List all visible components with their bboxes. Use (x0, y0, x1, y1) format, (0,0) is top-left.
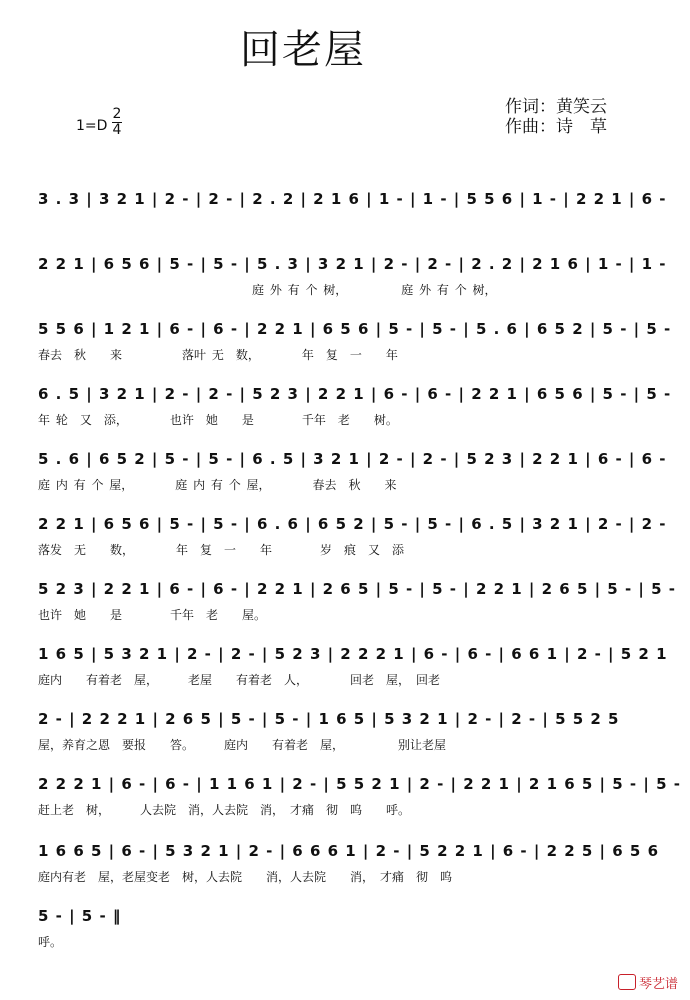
notation-line: 1 6 5 | 5 3 2 1 | 2 - | 2 - | 5 2 3 | 2 2 2 1 | 6 - | 6 - | 6 6 1 | 2 - | 5 2 1 (38, 645, 668, 663)
notation-line: 6 . 5 | 3 2 1 | 2 - | 2 - | 5 2 3 | 2 2 1 | 6 - | 6 - | 2 2 1 | 6 5 6 | 5 - | 5 - (38, 385, 672, 403)
lyric-line: 庭 外 有 个 树， 庭 外 有 个 树， (252, 283, 497, 297)
score-row-5 (0, 450, 690, 510)
lyric-line: 屋，养育之恩 要报 答。 庭内 有着老 屋， 别让老屋 (38, 738, 447, 752)
lyricist-credit: 作词：黄笑云 (505, 97, 607, 117)
notation-line: 5 - | 5 - ‖ (38, 907, 122, 925)
score-row-11 (0, 842, 690, 902)
score-row-4 (0, 385, 690, 445)
notation-line: 2 2 2 1 | 6 - | 6 - | 1 1 6 1 | 2 - | 5 5 2 1 | 2 - | 2 2 1 | 2 1 6 5 | 5 - | 5 - (38, 775, 681, 793)
notation-line: 2 - | 2 2 2 1 | 2 6 5 | 5 - | 5 - | 1 6 5 | 5 3 2 1 | 2 - | 2 - | 5 5 2 5 (38, 710, 620, 728)
time-signature (112, 107, 122, 138)
notation-line: 5 . 6 | 6 5 2 | 5 - | 5 - | 6 . 5 | 3 2 1 | 2 - | 2 - | 5 2 3 | 2 2 1 | 6 - | 6 - (38, 450, 667, 468)
brand-name: 琴艺谱 (638, 977, 678, 992)
brand-logo (618, 973, 678, 992)
brand-icon (618, 974, 636, 990)
notation-line: 2 2 1 | 6 5 6 | 5 - | 5 - | 5 . 3 | 3 2 1 | 2 - | 2 - | 2 . 2 | 2 1 6 | 1 - | 1 - (38, 255, 667, 273)
lyric-line: 也许 她 是 千年 老 屋。 (38, 608, 267, 622)
composer-credit: 作曲：诗 草 (505, 117, 607, 137)
score-row-7 (0, 580, 690, 640)
score-row-10 (0, 775, 690, 835)
lyric-line: 年 轮 又 添， 也许 她 是 千年 老 树。 (38, 413, 398, 427)
score-row-12 (0, 907, 690, 967)
lyric-line: 落发 无 数， 年 复 一 年 岁 痕 又 添 (38, 543, 405, 557)
lyric-line: 赶上老 树， 人去院 消，人去院 消， 才痛 彻 呜 呼。 (38, 803, 411, 817)
lyric-line: 庭内 有着老 屋， 老屋 有着老 人， 回老 屋， 回老 (38, 673, 441, 687)
score-row-6 (0, 515, 690, 575)
song-title: 回老屋 (240, 27, 366, 73)
key-signature: 1=D (76, 118, 108, 134)
score-row-3 (0, 320, 690, 380)
notation-line: 2 2 1 | 6 5 6 | 5 - | 5 - | 6 . 6 | 6 5 2 | 5 - | 5 - | 6 . 5 | 3 2 1 | 2 - | 2 - (38, 515, 667, 533)
lyric-line: 庭内有老 屋，老屋变老 树，人去院 消，人去院 消， 才痛 彻 呜 (38, 870, 453, 884)
score-row-2 (0, 255, 690, 315)
notation-line: 5 5 6 | 1 2 1 | 6 - | 6 - | 2 2 1 | 6 5 6 | 5 - | 5 - | 5 . 6 | 6 5 2 | 5 - | 5 - (38, 320, 672, 338)
time-sig-top: 2 (112, 106, 122, 122)
time-sig-bottom: 4 (112, 122, 122, 138)
score-row-1 (0, 190, 690, 250)
lyric-line: 庭 内 有 个 屋， 庭 内 有 个 屋， 春去 秋 来 (38, 478, 397, 492)
score-row-9 (0, 710, 690, 770)
lyric-line: 呼。 (38, 935, 63, 949)
notation-line: 1 6 6 5 | 6 - | 5 3 2 1 | 2 - | 6 6 6 1 | 2 - | 5 2 2 1 | 6 - | 2 2 5 | 6 5 6 (38, 842, 660, 860)
notation-line: 5 2 3 | 2 2 1 | 6 - | 6 - | 2 2 1 | 2 6 5 | 5 - | 5 - | 2 2 1 | 2 6 5 | 5 - | 5 - (38, 580, 676, 598)
lyric-line: 春去 秋 来 落叶 无 数， 年 复 一 年 (38, 348, 398, 362)
notation-line: 3 . 3 | 3 2 1 | 2 - | 2 - | 2 . 2 | 2 1 6 | 1 - | 1 - | 5 5 6 | 1 - | 2 2 1 | 6 - (38, 190, 667, 208)
score-row-8 (0, 645, 690, 705)
